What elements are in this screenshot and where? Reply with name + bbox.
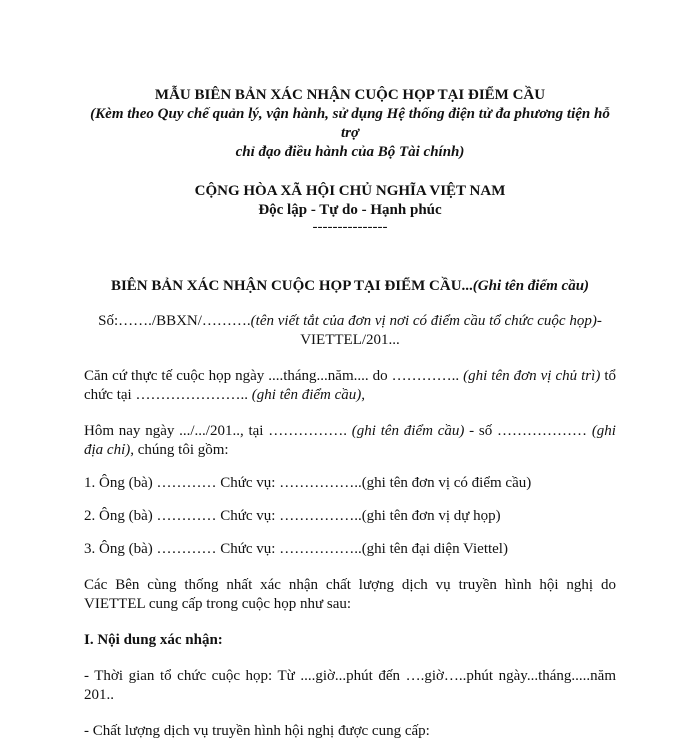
national-motto: Độc lập - Tự do - Hạnh phúc: [258, 202, 442, 218]
document-number-note: (tên viết tắt của đơn vị nơi có điểm cầu tổ chức cuộc họp): [250, 313, 597, 329]
basis-text-2: tổ chức tại …………………..: [84, 368, 616, 403]
today-note-2: (ghi địa chỉ): [84, 423, 616, 458]
basis-note-2: (ghi tên điểm cầu),: [247, 387, 366, 403]
nation-title: CỘNG HÒA XÃ HỘI CHỦ NGHĨA VIỆT NAM: [194, 183, 506, 199]
form-subtitle-line-1: (Kèm theo Quy chế quản lý, vận hành, sử dụng Hệ thống điện tử đa phương tiện hỗ trợ: [90, 106, 610, 141]
today-text-3: , chúng tôi gồm:: [130, 442, 229, 458]
today-text-2: - số ………………: [464, 423, 592, 439]
agreement-paragraph: Các Bên cùng thống nhất xác nhận chất lượng dịch vụ truyền hình hội nghị do VIETTEL cung cấp trong cuộc họp như sau:: [84, 577, 616, 612]
today-paragraph: [84, 422, 616, 460]
document-number: [84, 312, 616, 350]
section-1-heading: I. Nội dung xác nhận:: [84, 632, 223, 648]
document-title-note: (Ghi tên điểm cầu): [472, 278, 590, 294]
motto-separator: ---------------: [312, 219, 388, 235]
time-item: - Thời gian tổ chức cuộc họp: Từ ....giờ...phút đến ….giờ…..phút ngày...tháng.....năm 201..: [84, 668, 616, 703]
participant-row-1: 1. Ông (bà) ………… Chức vụ: ……………..(ghi tên đơn vị có điểm cầu): [84, 475, 532, 491]
participant-row-2: 2. Ông (bà) ………… Chức vụ: ……………..(ghi tên đơn vị dự họp): [84, 508, 501, 524]
document-title: [84, 277, 616, 296]
basis-paragraph: [84, 367, 616, 405]
document-number-suffix: -: [596, 313, 602, 329]
today-note-1: (ghi tên điểm cầu): [347, 423, 465, 439]
document-title-main: BIÊN BẢN XÁC NHẬN CUỘC HỌP TẠI ĐIỂM CẦU...: [110, 278, 473, 294]
today-text-1: Hôm nay ngày .../.../201.., tại …………….: [84, 423, 347, 439]
basis-note-1: (ghi tên đơn vị chủ trì): [459, 368, 601, 384]
form-title: MẪU BIÊN BẢN XÁC NHẬN CUỘC HỌP TẠI ĐIỂM CẦU: [154, 87, 546, 103]
participant-row-3: 3. Ông (bà) ………… Chức vụ: ……………..(ghi tên đại diện Viettel): [84, 541, 508, 557]
basis-text-1: Căn cứ thực tế cuộc họp ngày ....tháng...năm.... do …………..: [84, 368, 460, 384]
quality-item: - Chất lượng dịch vụ truyền hình hội nghị được cung cấp:: [84, 723, 430, 739]
document-number-prefix: Số:……./BBXN/……….: [98, 313, 251, 329]
document-number-line-2: VIETTEL/201...: [300, 332, 400, 348]
form-subtitle-line-2: chỉ đạo điều hành của Bộ Tài chính): [235, 144, 465, 160]
